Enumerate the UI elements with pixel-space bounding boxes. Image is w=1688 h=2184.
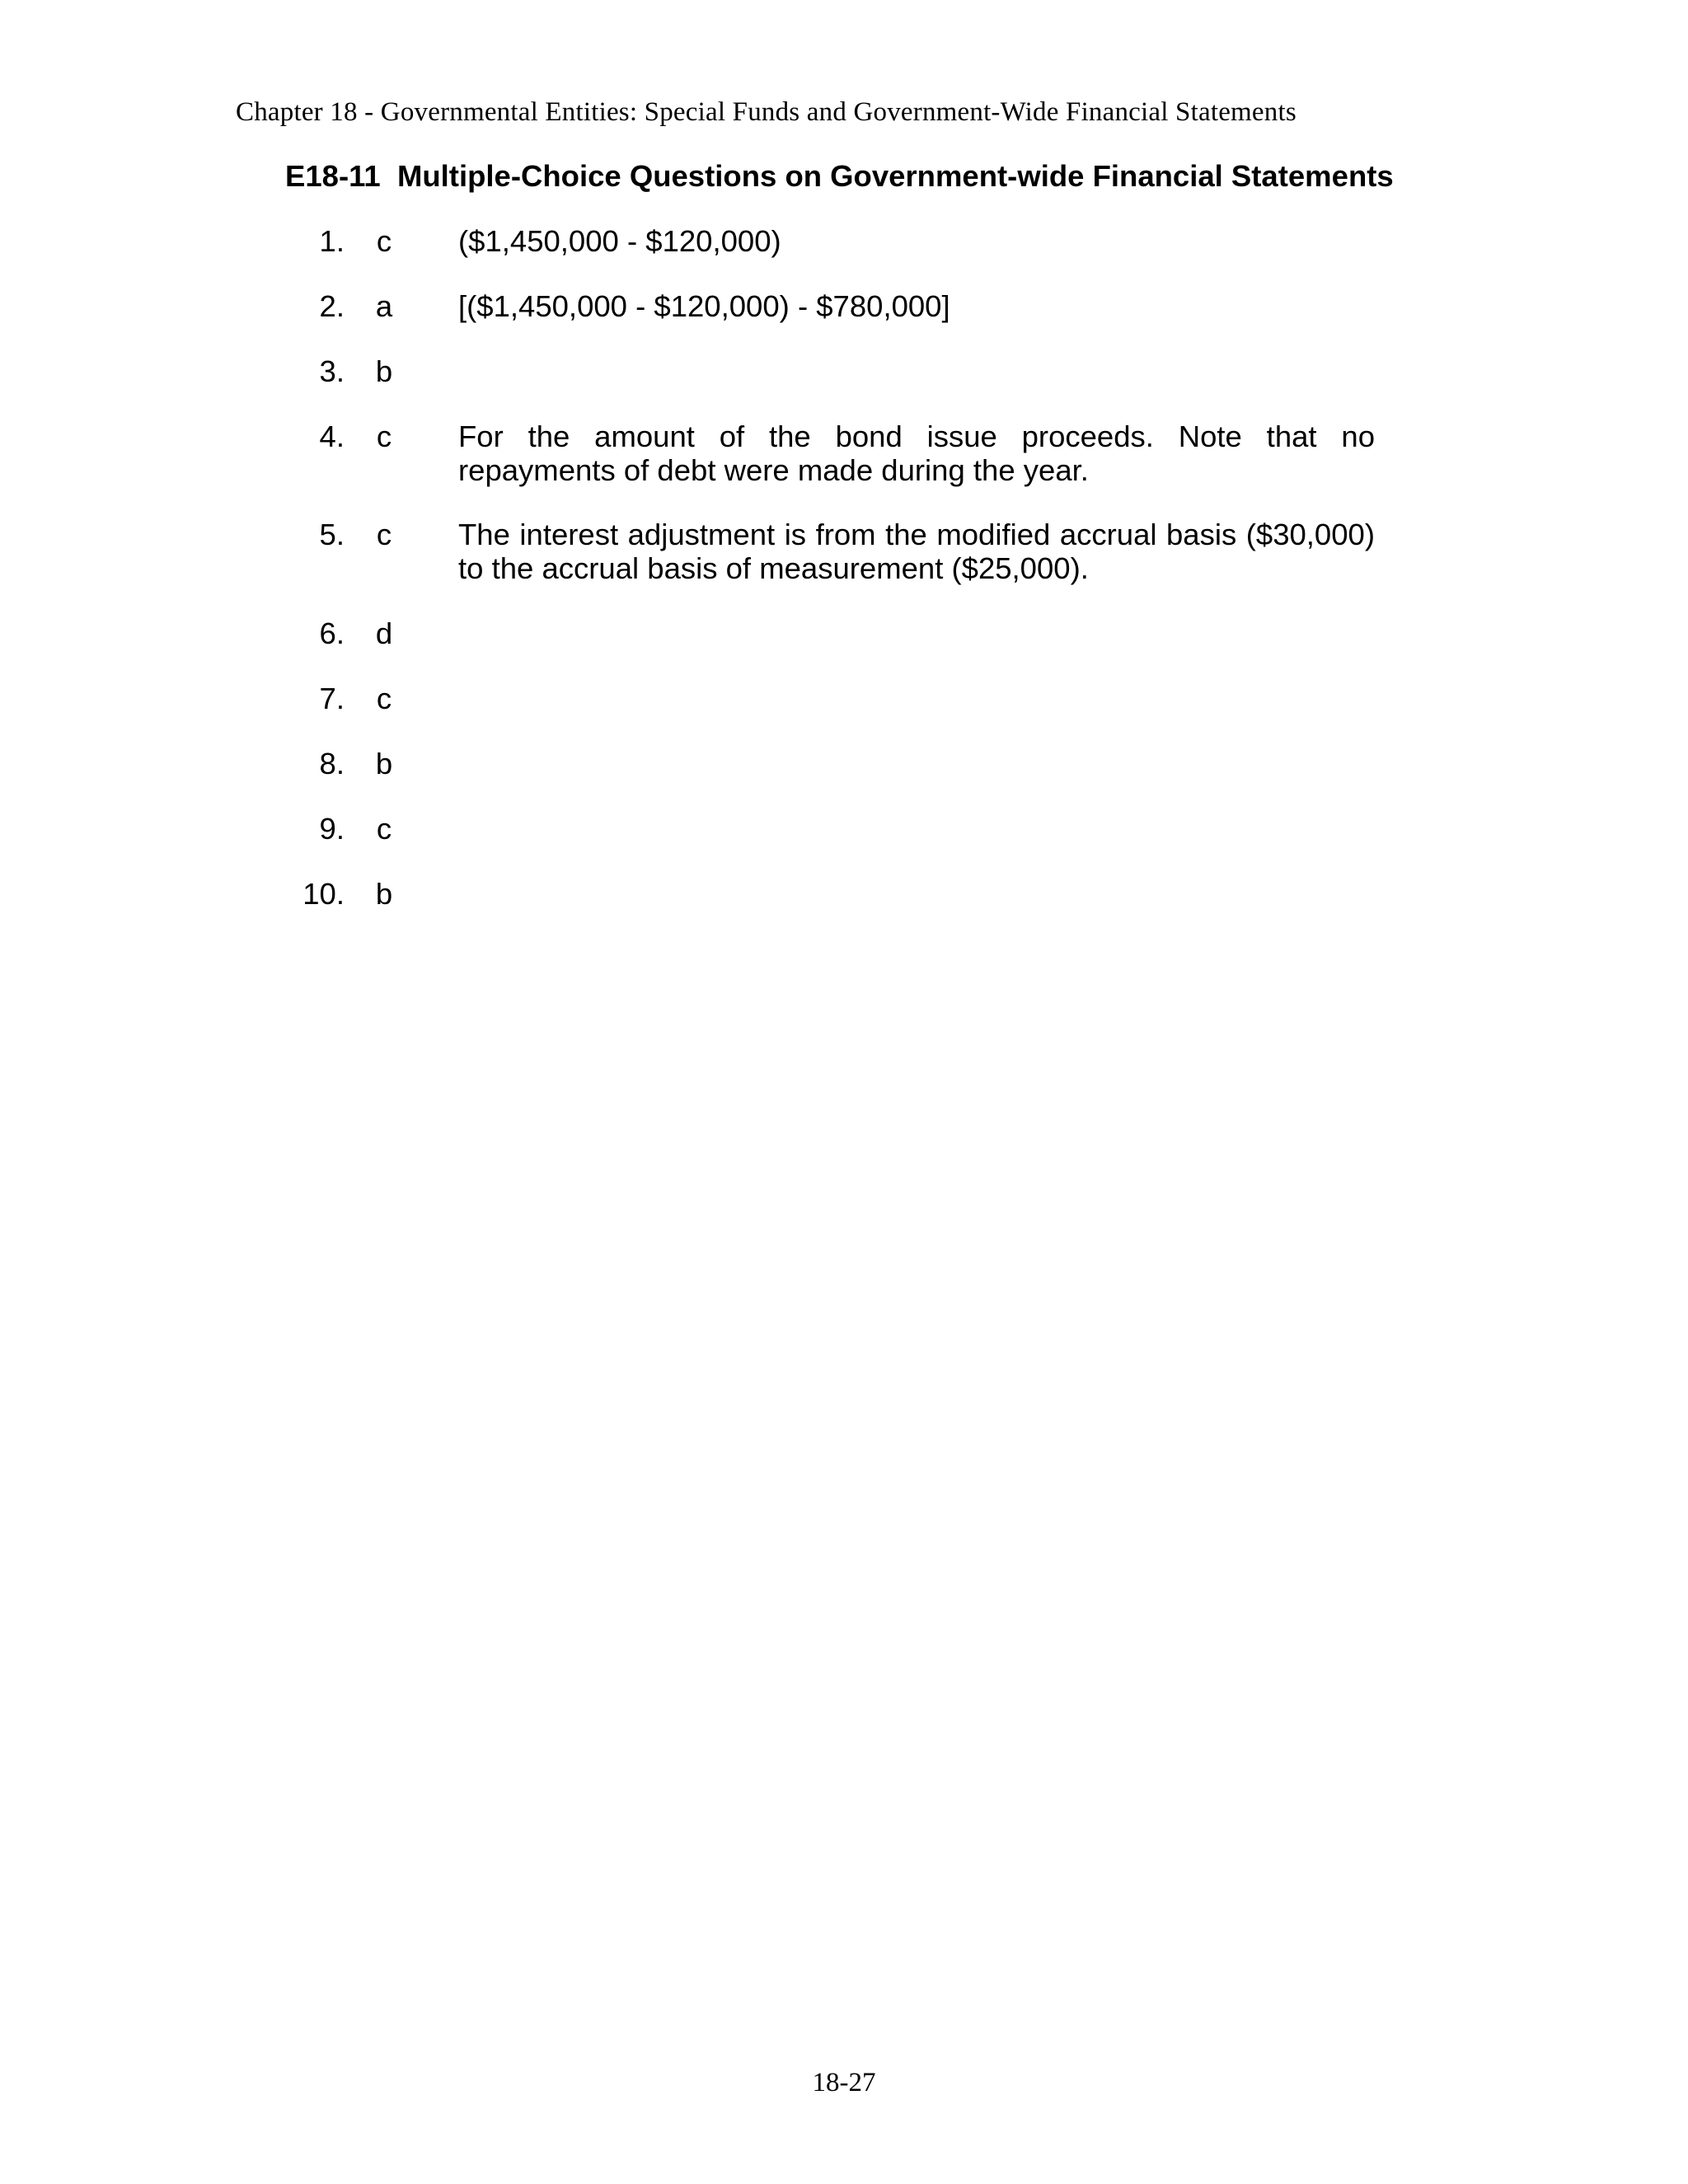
answer-letter: d — [375, 616, 393, 650]
answer-letter: c — [376, 224, 392, 258]
question-number: 10. — [302, 877, 345, 911]
answer-letter: b — [375, 354, 393, 388]
page-header: Chapter 18 - Governmental Entities: Special Funds and Government-Wide Financial Statements — [236, 97, 1296, 127]
question-number: 3. — [319, 354, 345, 388]
question-number: 2. — [319, 289, 345, 323]
page-number: 18-27 — [812, 2068, 876, 2097]
answer-letter: c — [376, 812, 392, 846]
answer-letter: c — [376, 682, 392, 715]
answer-explanation: ($1,450,000 - $120,000) — [458, 224, 781, 258]
question-number: 8. — [319, 747, 345, 780]
section-title: E18-11 Multiple-Choice Questions on Government-wide Financial Statements — [285, 159, 1394, 193]
question-number: 9. — [319, 812, 345, 846]
answer-explanation: [($1,450,000 - $120,000) - $780,000] — [458, 289, 950, 323]
question-number: 4. — [319, 419, 345, 453]
answer-explanation: The interest adjustment is from the modified accrual basis ($30,000) to the accrual basis of measurement ($25,000). — [458, 518, 1375, 585]
answer-list — [0, 0, 1688, 989]
answer-letter: c — [376, 518, 392, 551]
question-number: 5. — [319, 518, 345, 551]
question-number: 1. — [319, 224, 345, 258]
answer-letter: b — [375, 877, 393, 911]
answer-letter: a — [375, 289, 393, 323]
answer-explanation: For the amount of the bond issue proceeds. Note that no repayments of debt were made during the year. — [458, 419, 1375, 487]
answer-letter: b — [375, 747, 393, 780]
answer-letter: c — [376, 419, 392, 453]
question-number: 7. — [319, 682, 345, 715]
question-number: 6. — [319, 616, 345, 650]
